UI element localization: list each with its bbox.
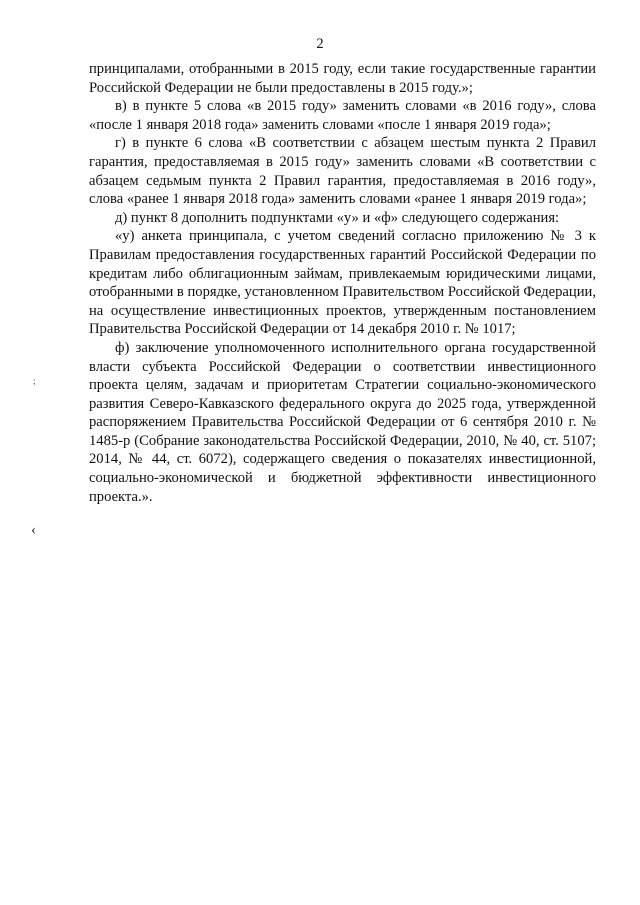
margin-mark: ; <box>33 376 36 386</box>
paragraph-subitem-u: «у) анкета принципала, с учетом сведений согласно приложению № 3 к Правилам предоставления государственных гарантий Российской Федерации по кредитам либо облигационным займам, привлекаемым юридическими лицами, отобранными в порядке, установленном Правительством Российской Федерации, на осуществление инвестиционных проектов, утвержденным постановлением Правительства Российской Федерации от 14 декабря 2010 г. № 1017; <box>89 228 596 338</box>
page-number: 2 <box>316 36 324 52</box>
paragraph-item-g: г) в пункте 6 слова «В соответствии с абзацем шестым пункта 2 Правил гарантия, предоставляемая в 2015 году» заменить словами «В соответствии с абзацем седьмым пункта 2 Правил гарантия, предоставляемая в 2016 году», слова «ранее 1 января 2018 года» заменить словами «ранее 1 января 2019 года»; <box>89 135 596 208</box>
document-body <box>89 60 596 506</box>
margin-mark: ‹ <box>31 522 36 538</box>
paragraph-continuation: принципалами, отобранными в 2015 году, если такие государственные гарантии Российской Федерации не были предоставлены в 2015 году.»; <box>89 61 596 96</box>
paragraph-item-d: д) пункт 8 дополнить подпунктами «у» и «ф» следующего содержания: <box>115 209 560 226</box>
paragraph-item-v: в) в пункте 5 слова «в 2015 году» заменить словами «в 2016 году», слова «после 1 января 2018 года» заменить словами «после 1 января 2019 года»; <box>89 98 596 133</box>
paragraph-subitem-f: ф) заключение уполномоченного исполнительного органа государственной власти субъекта Российской Федерации о соответствии инвестиционного проекта целям, задачам и приоритетам Стратегии социально-экономического развития Северо-Кавказского федерального округа до 2025 года, утвержденной распоряжением Правительства Российской Федерации от 6 сентября 2010 г. № 1485-р (Собрание законодательства Российской Федерации, 2010, № 40, ст. 5107; 2014, № 44, ст. 6072), содержащего сведения о показателях инвестиционной, социально-экономической и бюджетной эффективности инвестиционного проекта.». <box>89 339 596 505</box>
